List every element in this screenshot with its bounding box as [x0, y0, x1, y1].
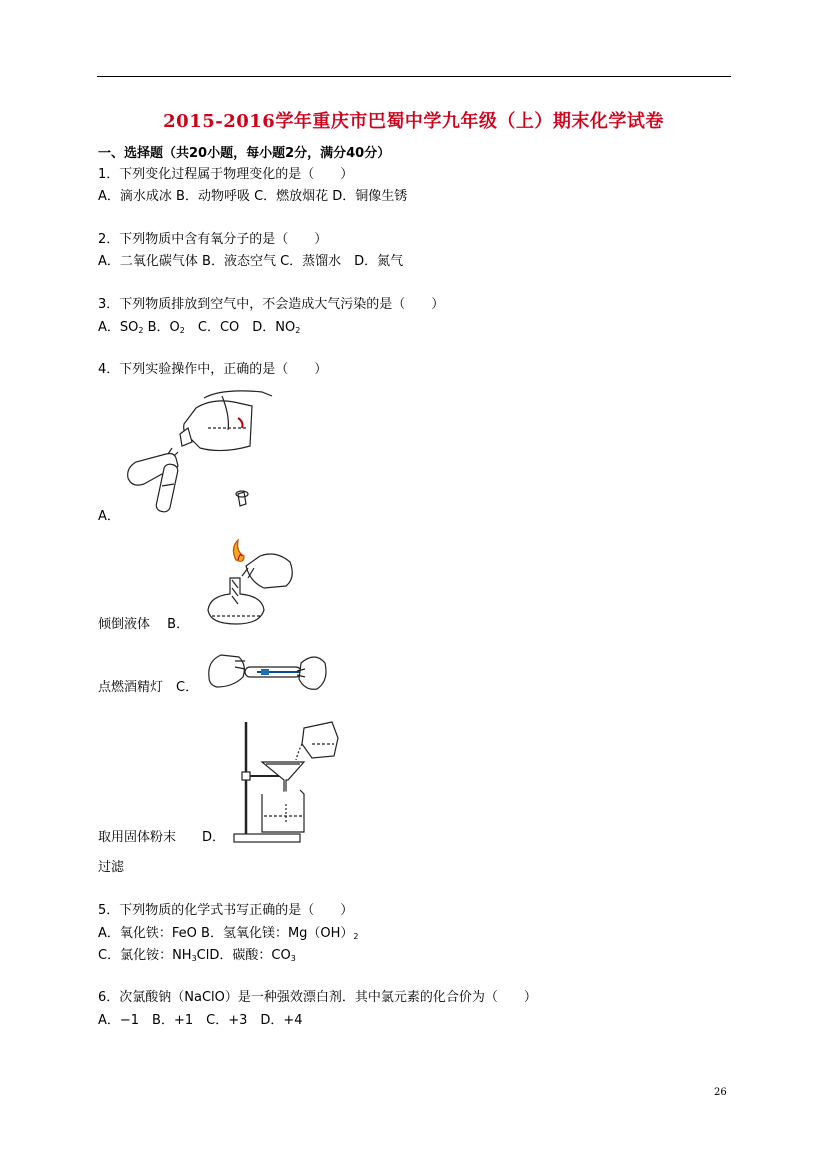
q1-stem: 1．下列变化过程属于物理变化的是（ ）	[98, 167, 354, 182]
q2-stem: 2．下列物质中含有氧分子的是（ ）	[98, 232, 328, 247]
q4-option-d-caption: 过滤	[98, 860, 125, 875]
q4-option-c-caption: 取用固体粉末 D．	[98, 830, 226, 845]
exam-title: 2015-2016学年重庆市巴蜀中学九年级（上）期末化学试卷	[163, 111, 664, 132]
figure-solid-powder	[205, 647, 329, 697]
q3-stem: 3．下列物质排放到空气中，不会造成大气污染的是（ ）	[98, 297, 445, 312]
q1-options: A．滴水成冰 B．动物呼吸 C．燃放烟花 D．铜像生锈	[98, 189, 408, 204]
q6-options: A．−1 B．+1 C．+3 D．+4	[98, 1013, 303, 1028]
q6-stem: 6．次氯酸钠（NaClO）是一种强效漂白剂．其中氯元素的化合价为（ ）	[98, 990, 537, 1005]
q3-options: A．$SO_2$ B．$O_2$ C．CO D．$NO_2$	[98, 320, 301, 335]
q4-stem: 4．下列实验操作中，正确的是（ ）	[98, 362, 328, 377]
section-heading: 一、选择题（共20小题，每小题2分，满分40分）	[98, 146, 391, 161]
q4-option-b-caption: 点燃酒精灯 C．	[98, 680, 199, 695]
q2-options: A．二氧化碳气体 B．液态空气 C．蒸馏水 D．氮气	[98, 254, 404, 269]
q5-options-line1: A．氧化铁：FeO B．氢氧化镁：$Mg(OH)_2$	[98, 926, 359, 941]
q5-options-line2: C．氯化铵：$NH_3ClD$．碳酸：$CO_3$	[98, 948, 296, 963]
page-number: 26	[714, 1087, 727, 1098]
header-rule	[97, 76, 731, 77]
q5-stem: 5．下列物质的化学式书写正确的是（ ）	[98, 903, 354, 918]
q4-option-a-label: A．	[98, 509, 120, 524]
q4-option-a-caption: 倾倒液体 B．	[98, 617, 190, 632]
figure-alcohol-lamp	[200, 538, 300, 628]
figure-filtration	[232, 718, 344, 844]
figure-pouring-liquid	[122, 388, 274, 520]
